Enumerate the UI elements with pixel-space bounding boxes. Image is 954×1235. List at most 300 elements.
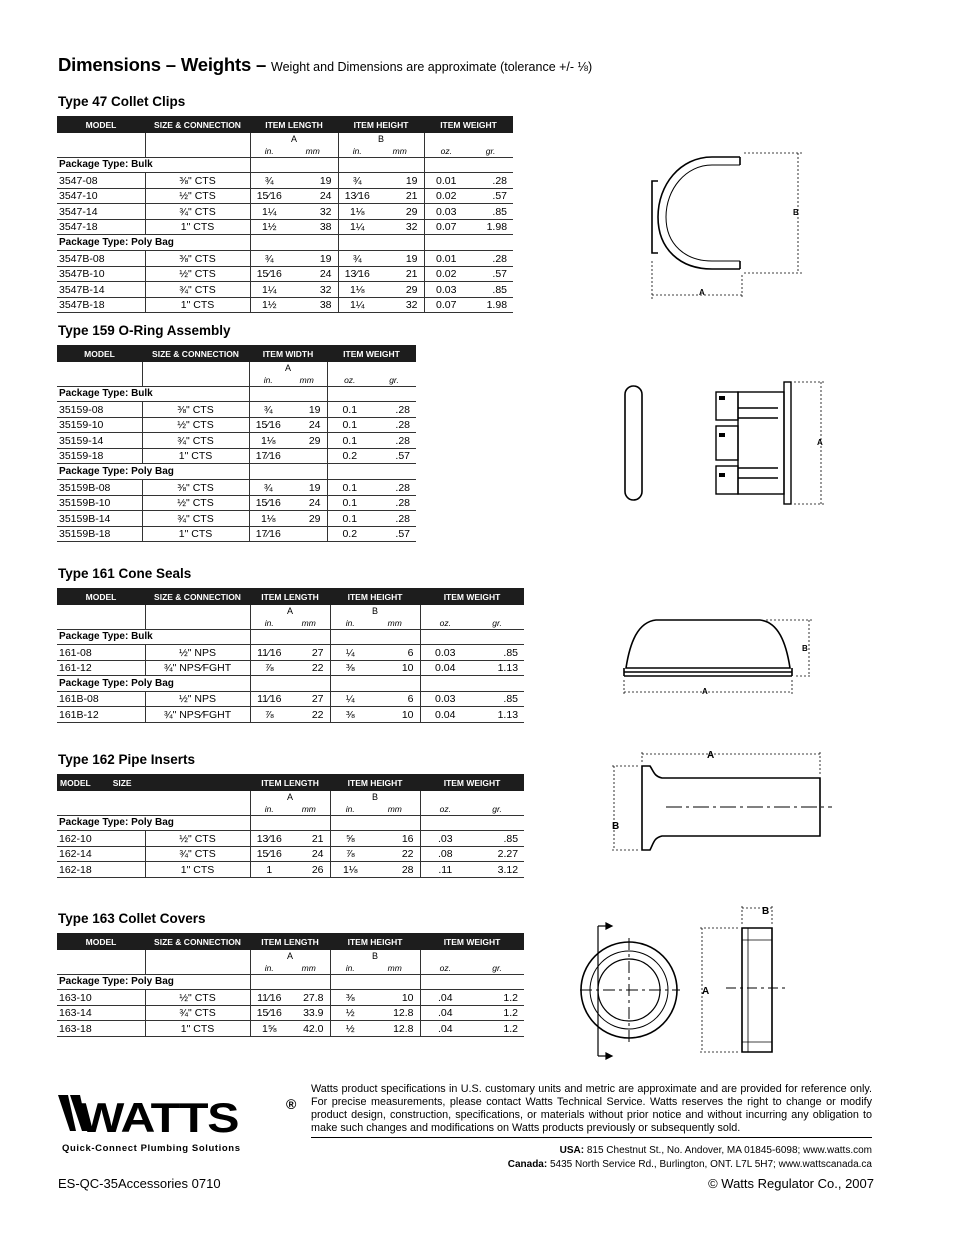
value-cell: 0.04 — [420, 660, 470, 676]
value-cell: .04 — [420, 990, 470, 1006]
value-cell: 1¼ — [338, 219, 376, 235]
package-type-label: Package Type: Poly Bag — [57, 235, 250, 251]
value-cell: 1⅛ — [249, 511, 287, 527]
copyright: © Watts Regulator Co., 2007 — [708, 1176, 874, 1191]
dim-label-b: B — [762, 906, 770, 917]
table-row — [57, 990, 524, 1006]
col-header-weight: ITEM WEIGHT — [420, 588, 524, 605]
col-header-length: ITEM LENGTH — [250, 116, 338, 133]
table-row — [57, 1021, 524, 1037]
model-cell: 162-10 — [57, 831, 145, 847]
col-header-size: SIZE & CONNECTION — [145, 588, 250, 605]
value-cell: 15⁄16 — [250, 266, 288, 282]
value-cell: ⅜ — [330, 707, 370, 723]
value-cell: .85 — [470, 645, 524, 661]
model-cell: 162-14 — [57, 846, 145, 862]
value-cell: 1⅝ — [250, 1021, 288, 1037]
value-cell: .03 — [420, 831, 470, 847]
model-cell: 163-18 — [57, 1021, 145, 1037]
value-cell: 0.2 — [327, 526, 372, 542]
value-cell: 1¼ — [250, 282, 288, 298]
value-cell: 1⅛ — [338, 204, 376, 220]
value-cell: 1.13 — [470, 707, 524, 723]
size-cell: ½" NPS — [145, 691, 250, 707]
package-type-row — [57, 464, 416, 480]
value-cell: 32 — [376, 219, 424, 235]
table-body — [57, 974, 524, 1036]
dim-label-b: B — [793, 208, 799, 217]
section-title-type163: Type 163 Collet Covers — [58, 911, 206, 926]
model-cell: 3547-14 — [57, 204, 145, 220]
table-type159 — [57, 345, 416, 542]
value-cell: .28 — [468, 251, 513, 267]
value-cell: .08 — [420, 846, 470, 862]
table-row — [57, 219, 513, 235]
value-cell: 1.2 — [470, 1021, 524, 1037]
table-body — [57, 815, 524, 877]
unit-label: mm — [288, 145, 338, 157]
model-cell: 35159-18 — [57, 448, 142, 464]
size-cell: 1" CTS — [145, 862, 250, 878]
address-usa-text: 815 Chestnut St., No. Andover, MA 01845-6098; www.watts.com — [586, 1145, 872, 1156]
dim-letter-a: A — [249, 362, 327, 374]
value-cell: ⅜ — [330, 660, 370, 676]
model-cell: 161B-08 — [57, 691, 145, 707]
table-row — [57, 480, 416, 496]
value-cell: 22 — [288, 660, 330, 676]
value-cell: .57 — [468, 188, 513, 204]
value-cell: .28 — [372, 417, 416, 433]
value-cell: 21 — [288, 831, 330, 847]
address-canada — [508, 1159, 872, 1170]
package-type-label: Package Type: Poly Bag — [57, 974, 250, 990]
dim-label-b: B — [612, 821, 620, 832]
size-cell: ½" CTS — [142, 417, 249, 433]
value-cell: .85 — [468, 204, 513, 220]
value-cell: 22 — [288, 707, 330, 723]
unit-label: oz. — [420, 962, 470, 974]
value-cell: .28 — [372, 433, 416, 449]
value-cell: 12.8 — [370, 1021, 420, 1037]
dim-letter-b: B — [338, 133, 424, 145]
size-cell: ¾" CTS — [142, 511, 249, 527]
value-cell: 15⁄16 — [249, 495, 287, 511]
value-cell: 29 — [376, 282, 424, 298]
table-row — [57, 251, 513, 267]
value-cell: 0.1 — [327, 417, 372, 433]
value-cell: 0.03 — [420, 645, 470, 661]
package-type-label: Package Type: Bulk — [57, 386, 249, 402]
value-cell: 13⁄16 — [338, 266, 376, 282]
unit-label: in. — [250, 962, 288, 974]
value-cell: 0.1 — [327, 511, 372, 527]
table-row — [57, 173, 513, 189]
value-cell: 38 — [288, 297, 338, 313]
value-cell: 2.27 — [470, 846, 524, 862]
col-header-height: ITEM HEIGHT — [330, 774, 420, 791]
dim-letter-b: B — [330, 605, 420, 617]
value-cell: 0.07 — [424, 297, 468, 313]
package-type-label: Package Type: Bulk — [57, 629, 250, 645]
address-usa — [560, 1145, 872, 1156]
value-cell: 27 — [288, 645, 330, 661]
dim-letter-b: B — [330, 791, 420, 803]
value-cell: 15⁄16 — [250, 188, 288, 204]
table-row — [57, 297, 513, 313]
value-cell: 6 — [370, 691, 420, 707]
unit-label: gr. — [372, 374, 416, 386]
value-cell: 19 — [288, 173, 338, 189]
dim-letter-b: B — [330, 950, 420, 962]
dim-label-a: A — [707, 750, 715, 761]
value-cell: 38 — [288, 219, 338, 235]
unit-label: in. — [250, 145, 288, 157]
unit-label: mm — [376, 145, 424, 157]
dim-letter-a: A — [250, 133, 338, 145]
value-cell: .11 — [420, 862, 470, 878]
model-cell: 163-10 — [57, 990, 145, 1006]
col-header-length: ITEM LENGTH — [250, 774, 330, 791]
model-cell: 3547B-10 — [57, 266, 145, 282]
table-row — [57, 204, 513, 220]
value-cell: 0.1 — [327, 495, 372, 511]
size-cell: 1" CTS — [145, 297, 250, 313]
model-cell: 161-12 — [57, 660, 145, 676]
col-header-size: SIZE — [112, 777, 132, 788]
model-cell: 3547-10 — [57, 188, 145, 204]
value-cell: .28 — [372, 511, 416, 527]
size-cell: ½" CTS — [145, 990, 250, 1006]
value-cell: 1.2 — [470, 1005, 524, 1021]
table-body — [57, 386, 416, 542]
value-cell: 3.12 — [470, 862, 524, 878]
table-row — [57, 511, 416, 527]
size-cell: ½" NPS — [145, 645, 250, 661]
value-cell: ¾ — [249, 480, 287, 496]
value-cell: 1.13 — [470, 660, 524, 676]
value-cell: ⅞ — [330, 846, 370, 862]
col-header-weight: ITEM WEIGHT — [327, 345, 416, 362]
col-header-weight: ITEM WEIGHT — [420, 774, 524, 791]
table-row — [57, 862, 524, 878]
package-type-row — [57, 629, 524, 645]
value-cell: 29 — [376, 204, 424, 220]
table-row — [57, 188, 513, 204]
value-cell: 1½ — [250, 297, 288, 313]
table-row — [57, 526, 416, 542]
value-cell: 13⁄16 — [250, 831, 288, 847]
value-cell: 1.98 — [468, 297, 513, 313]
pipe-insert-drawing — [606, 746, 838, 860]
model-cell: 163-14 — [57, 1005, 145, 1021]
unit-label: oz. — [420, 803, 470, 815]
value-cell: 0.03 — [420, 691, 470, 707]
value-cell: 28 — [370, 862, 420, 878]
value-cell: ¾ — [338, 173, 376, 189]
table-row — [57, 282, 513, 298]
section-title-type47: Type 47 Collet Clips — [58, 94, 186, 109]
value-cell: ¼ — [330, 645, 370, 661]
size-cell: ⅜" CTS — [145, 251, 250, 267]
value-cell: .04 — [420, 1021, 470, 1037]
unit-label: mm — [370, 962, 420, 974]
value-cell: 32 — [376, 297, 424, 313]
value-cell: 13⁄16 — [338, 188, 376, 204]
dim-letter-a: A — [250, 605, 330, 617]
size-cell: ½" CTS — [145, 188, 250, 204]
value-cell: ⅝ — [330, 831, 370, 847]
unit-label: in. — [250, 803, 288, 815]
logo-text: WATTS — [78, 1093, 239, 1139]
value-cell: 10 — [370, 990, 420, 1006]
value-cell: 16 — [370, 831, 420, 847]
value-cell: ½ — [330, 1021, 370, 1037]
model-cell: 162-18 — [57, 862, 145, 878]
value-cell: 29 — [287, 511, 327, 527]
value-cell: 0.1 — [327, 433, 372, 449]
value-cell: 1⅛ — [249, 433, 287, 449]
value-cell: 24 — [288, 188, 338, 204]
col-header-length: ITEM LENGTH — [250, 588, 330, 605]
model-cell: 3547-08 — [57, 173, 145, 189]
col-header-model: MODEL — [60, 777, 91, 788]
value-cell: 12.8 — [370, 1005, 420, 1021]
address-canada-text: 5435 North Service Rd., Burlington, ONT. L7L 5H7; www.wattscanada.ca — [549, 1159, 872, 1170]
size-cell: ¾" CTS — [142, 433, 249, 449]
value-cell: 32 — [288, 204, 338, 220]
value-cell: ¾ — [250, 251, 288, 267]
col-header-model-size — [57, 774, 250, 791]
value-cell: 17⁄16 — [249, 448, 287, 464]
value-cell: ⅞ — [250, 660, 288, 676]
model-cell: 3547B-14 — [57, 282, 145, 298]
value-cell: .57 — [468, 266, 513, 282]
value-cell: 24 — [288, 846, 330, 862]
table-body — [57, 629, 524, 723]
size-cell: ½" CTS — [142, 495, 249, 511]
cone-seal-drawing — [616, 612, 816, 702]
value-cell: 0.04 — [420, 707, 470, 723]
unit-label: gr. — [470, 617, 524, 629]
value-cell: 0.02 — [424, 188, 468, 204]
value-cell: 19 — [376, 173, 424, 189]
col-header-length: ITEM LENGTH — [250, 933, 330, 950]
value-cell: 42.0 — [288, 1021, 330, 1037]
unit-label: mm — [288, 962, 330, 974]
value-cell: .57 — [372, 448, 416, 464]
collet-clip-drawing — [640, 145, 820, 310]
package-type-label: Package Type: Bulk — [57, 157, 250, 173]
table-row — [57, 1005, 524, 1021]
unit-label: oz. — [327, 374, 372, 386]
table-row — [57, 495, 416, 511]
value-cell: .28 — [372, 480, 416, 496]
col-header-model: MODEL — [57, 588, 145, 605]
value-cell: 0.07 — [424, 219, 468, 235]
size-cell: ⅜" CTS — [142, 480, 249, 496]
value-cell: 29 — [287, 433, 327, 449]
table-type163 — [57, 933, 524, 1037]
package-type-label: Package Type: Poly Bag — [57, 815, 250, 831]
value-cell: 0.1 — [327, 402, 372, 418]
value-cell: 1.2 — [470, 990, 524, 1006]
value-cell: 0.02 — [424, 266, 468, 282]
value-cell: ¼ — [330, 691, 370, 707]
package-type-row — [57, 974, 524, 990]
unit-label: in. — [249, 374, 287, 386]
value-cell: 27.8 — [288, 990, 330, 1006]
col-header-size: SIZE & CONNECTION — [145, 116, 250, 133]
value-cell: 15⁄16 — [250, 1005, 288, 1021]
value-cell: 19 — [287, 480, 327, 496]
o-ring-assembly-drawing — [618, 378, 832, 508]
value-cell: ⅜ — [330, 990, 370, 1006]
value-cell: 10 — [370, 660, 420, 676]
size-cell: ¾" CTS — [145, 846, 250, 862]
collet-cover-drawing — [576, 896, 838, 1066]
size-cell: 1" CTS — [142, 448, 249, 464]
size-cell: 1" CTS — [145, 1021, 250, 1037]
package-type-row — [57, 235, 513, 251]
col-header-width: ITEM WIDTH — [249, 345, 327, 362]
dim-label-a: A — [702, 986, 710, 997]
dim-label-a: A — [699, 288, 705, 297]
value-cell: 27 — [288, 691, 330, 707]
section-title-type162: Type 162 Pipe Inserts — [58, 752, 196, 767]
value-cell: .28 — [372, 402, 416, 418]
value-cell: 1½ — [250, 219, 288, 235]
value-cell: 1 — [250, 862, 288, 878]
unit-label: mm — [288, 617, 330, 629]
value-cell: 0.03 — [424, 282, 468, 298]
size-cell: ¾" NPS⁄FGHT — [145, 660, 250, 676]
col-header-model: MODEL — [57, 345, 142, 362]
unit-label: gr. — [470, 803, 524, 815]
value-cell: 17⁄16 — [249, 526, 287, 542]
unit-label: gr. — [468, 145, 513, 157]
value-cell: 6 — [370, 645, 420, 661]
size-cell: ⅜" CTS — [145, 173, 250, 189]
value-cell: 15⁄16 — [250, 846, 288, 862]
size-cell: ⅜" CTS — [142, 402, 249, 418]
value-cell: 0.03 — [424, 204, 468, 220]
size-cell: ¾" CTS — [145, 1005, 250, 1021]
table-row — [57, 691, 524, 707]
package-type-label: Package Type: Poly Bag — [57, 464, 249, 480]
unit-label: mm — [287, 374, 327, 386]
size-cell: 1" CTS — [142, 526, 249, 542]
unit-label: mm — [370, 617, 420, 629]
size-cell: ¾" CTS — [145, 282, 250, 298]
unit-label: gr. — [470, 962, 524, 974]
value-cell: ¾ — [249, 402, 287, 418]
table-type161 — [57, 588, 524, 723]
value-cell: .04 — [420, 1005, 470, 1021]
col-header-weight: ITEM WEIGHT — [424, 116, 513, 133]
value-cell: 21 — [376, 188, 424, 204]
value-cell: 10 — [370, 707, 420, 723]
model-cell: 161-08 — [57, 645, 145, 661]
dim-label-a: A — [702, 687, 708, 696]
package-type-row — [57, 676, 524, 692]
col-header-weight: ITEM WEIGHT — [420, 933, 524, 950]
tagline: Quick-Connect Plumbing Solutions — [62, 1143, 241, 1154]
value-cell: ¾ — [250, 173, 288, 189]
value-cell: 19 — [376, 251, 424, 267]
table-row — [57, 831, 524, 847]
package-type-row — [57, 815, 524, 831]
size-cell: ½" CTS — [145, 831, 250, 847]
unit-label: in. — [250, 617, 288, 629]
section-title-type159: Type 159 O-Ring Assembly — [58, 323, 231, 338]
model-cell: 35159-14 — [57, 433, 142, 449]
address-usa-label: USA: — [559, 1145, 585, 1156]
value-cell: ⅞ — [250, 707, 288, 723]
value-cell: 0.1 — [327, 480, 372, 496]
col-header-size: SIZE & CONNECTION — [142, 345, 249, 362]
dim-letter-a: A — [250, 791, 330, 803]
unit-label: in. — [330, 617, 370, 629]
value-cell: 26 — [288, 862, 330, 878]
value-cell: 24 — [288, 266, 338, 282]
value-cell: 24 — [287, 495, 327, 511]
model-cell: 35159B-10 — [57, 495, 142, 511]
model-cell: 35159B-14 — [57, 511, 142, 527]
unit-label: in. — [330, 962, 370, 974]
dim-label-a: A — [817, 438, 823, 447]
size-cell: 1" CTS — [145, 219, 250, 235]
col-header-size: SIZE & CONNECTION — [145, 933, 250, 950]
value-cell: ¾ — [338, 251, 376, 267]
divider — [311, 1137, 872, 1138]
value-cell: 19 — [287, 402, 327, 418]
value-cell: .85 — [470, 831, 524, 847]
col-header-height: ITEM HEIGHT — [338, 116, 424, 133]
table-type47 — [57, 116, 513, 313]
package-type-label: Package Type: Poly Bag — [57, 676, 250, 692]
value-cell: .85 — [470, 691, 524, 707]
value-cell: 15⁄16 — [249, 417, 287, 433]
value-cell: 1.98 — [468, 219, 513, 235]
value-cell: 22 — [370, 846, 420, 862]
unit-label: mm — [288, 803, 330, 815]
value-cell: 1⅛ — [330, 862, 370, 878]
value-cell: 19 — [288, 251, 338, 267]
model-cell: 3547B-08 — [57, 251, 145, 267]
unit-label: oz. — [420, 617, 470, 629]
model-cell: 35159B-08 — [57, 480, 142, 496]
value-cell: 0.01 — [424, 251, 468, 267]
value-cell: .57 — [372, 526, 416, 542]
value-cell: 0.01 — [424, 173, 468, 189]
value-cell: 21 — [376, 266, 424, 282]
value-cell: 1¼ — [250, 204, 288, 220]
model-cell: 3547B-18 — [57, 297, 145, 313]
logo-registered-mark: ® — [286, 1096, 297, 1112]
disclaimer: Watts product specifications in U.S. customary units and metric are approximate and are provided for reference only. For precise measurements, please contact Watts Technical Service. Watts reserves the right to change or modify product design, construction, specifications, or materials without prior notice and without incurring any obligation to make such changes and modifications on Watts products previously or subsequently sold. — [311, 1083, 872, 1134]
section-title-type161: Type 161 Cone Seals — [58, 566, 192, 581]
watts-logo — [58, 1091, 303, 1144]
table-row — [57, 266, 513, 282]
col-header-model: MODEL — [57, 116, 145, 133]
package-type-row — [57, 386, 416, 402]
document-id: ES-QC-35Accessories 0710 — [58, 1176, 221, 1191]
table-row — [57, 645, 524, 661]
model-cell: 35159-08 — [57, 402, 142, 418]
address-canada-label: Canada: — [507, 1159, 548, 1170]
table-row — [57, 402, 416, 418]
size-cell: ¾" NPS⁄FGHT — [145, 707, 250, 723]
